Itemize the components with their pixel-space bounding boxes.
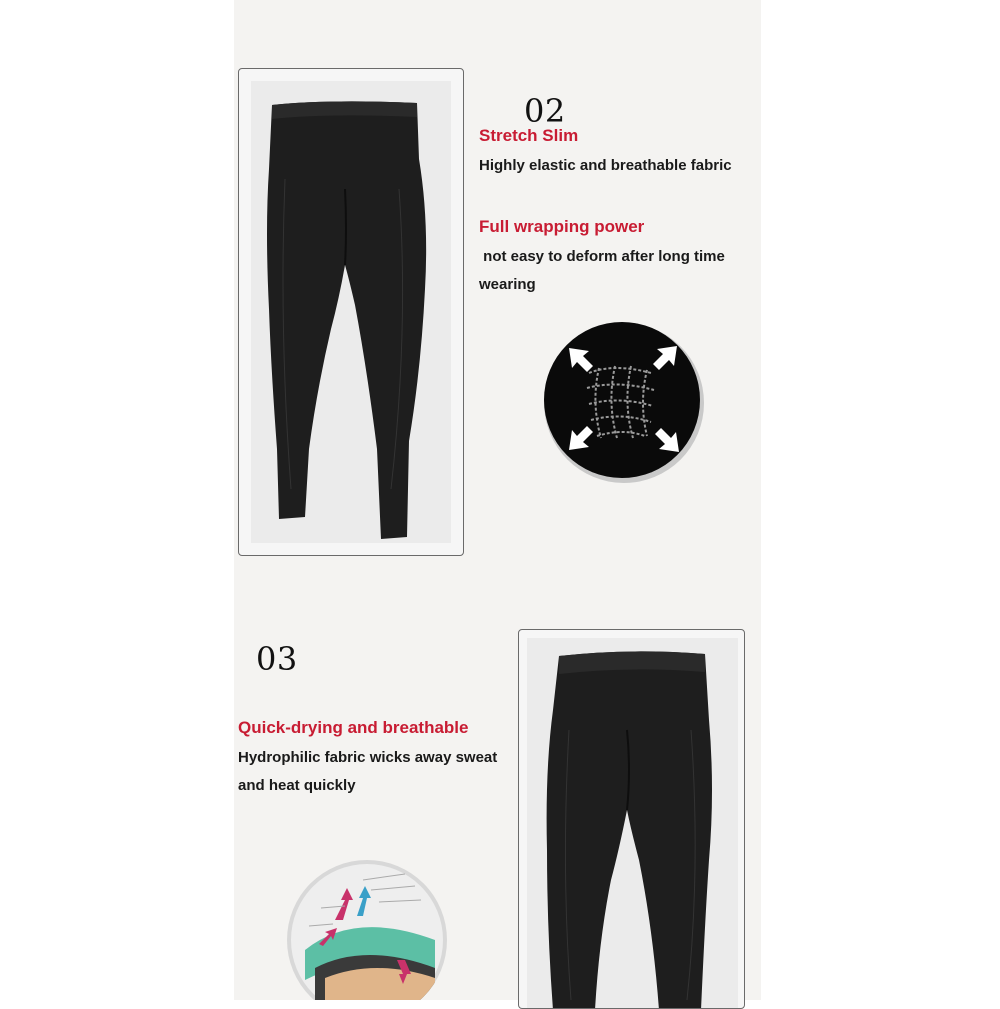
compression-pants-image-2 bbox=[519, 630, 745, 1009]
wrapping-power-description-line1: not easy to deform after long time bbox=[479, 248, 725, 265]
breathable-fabric-icon bbox=[285, 850, 455, 1000]
quick-drying-description-line1: Hydrophilic fabric wicks away sweat bbox=[238, 749, 498, 766]
wrapping-power-title: Full wrapping power bbox=[479, 217, 645, 236]
stretch-slim-description: Highly elastic and breathable fabric bbox=[479, 157, 732, 174]
section-number-03: 03 bbox=[256, 640, 298, 678]
compression-pants-image bbox=[239, 69, 464, 556]
stretch-fabric-icon bbox=[539, 318, 709, 488]
quick-drying-description-line2: and heat quickly bbox=[238, 777, 356, 794]
quick-drying-title: Quick-drying and breathable bbox=[238, 718, 469, 737]
pants-photo-front bbox=[238, 68, 464, 556]
wrapping-power-description-line2: wearing bbox=[479, 276, 536, 293]
stretch-slim-title: Stretch Slim bbox=[479, 126, 579, 145]
pants-photo-side bbox=[518, 629, 745, 1009]
section-number-02: 02 bbox=[524, 92, 566, 130]
